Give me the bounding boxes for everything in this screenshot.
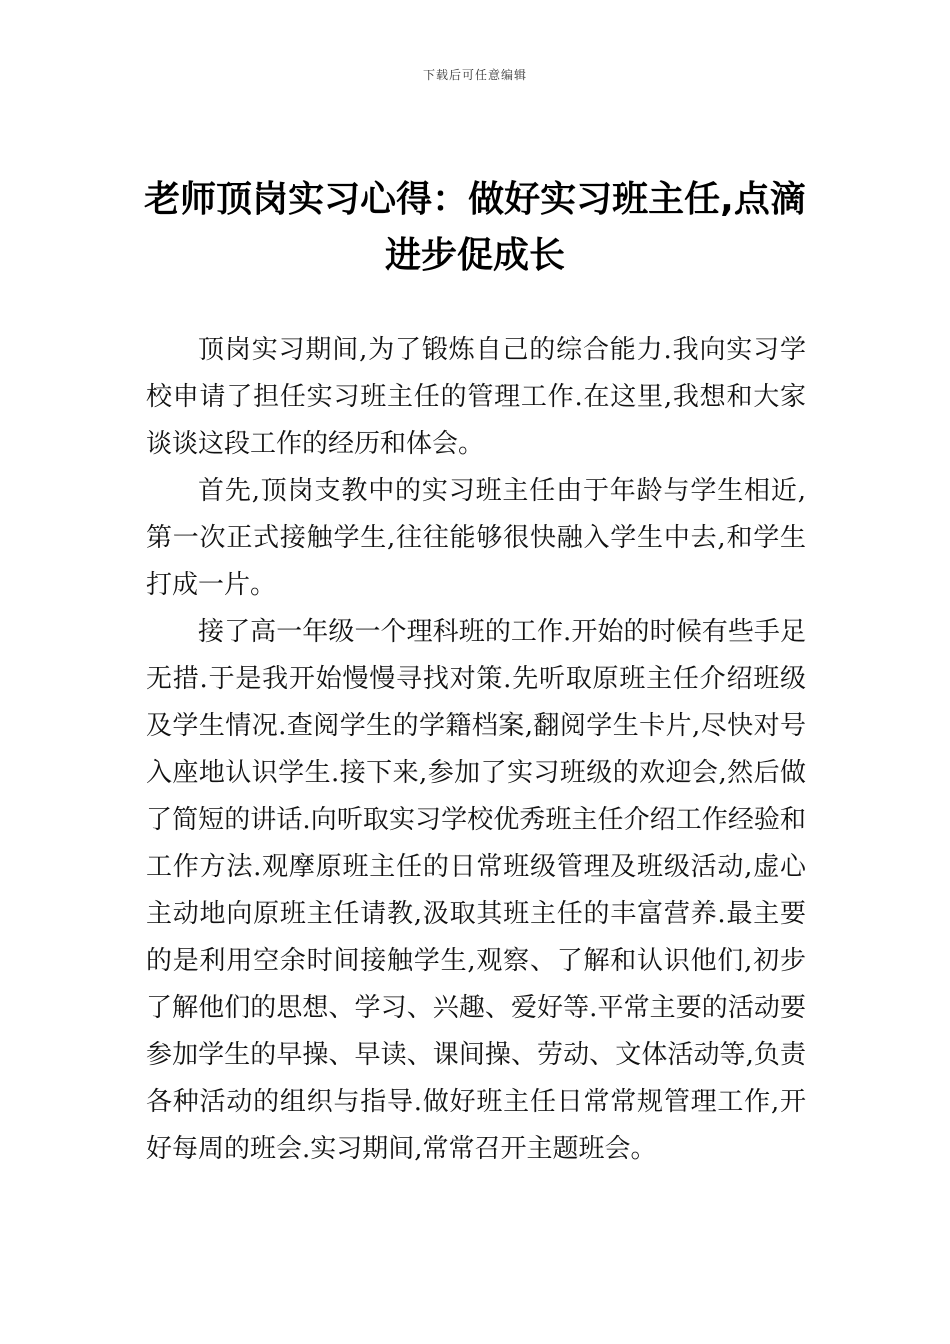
paragraph-1: 顶岗实习期间,为了锻炼自己的综合能力.我向实习学校申请了担任实习班主任的管理工作.在这里,我想和大家谈谈这段工作的经历和体会。 <box>146 335 806 459</box>
paragraph-2: 首先,顶岗支教中的实习班主任由于年龄与学生相近,第一次正式接触学生,往往能够很快融入学生中去,和学生打成一片。 <box>146 476 806 600</box>
document-body <box>146 327 806 1173</box>
header-note: 下载后可任意编辑 <box>422 68 527 82</box>
paragraph-3: 接了高一年级一个理科班的工作.开始的时候有些手足无措.于是我开始慢慢寻找对策.先听取原班主任介绍班级及学生情况.查阅学生的学籍档案,翻阅学生卡片,尽快对号入座地认识学生.接下来,参加了实习班级的欢迎会,然后做了简短的讲话.向听取实习学校优秀班主任介绍工作经验和工作方法.观摩原班主任的日常班级管理及班级活动,虚心主动地向原班主任请教,汲取其班主任的丰富营养.最主要的是利用空余时间接触学生,观察、了解和认识他们,初步了解他们的思想、学习、兴趣、爱好等.平常主要的活动要参加学生的早操、早读、课间操、劳动、文体活动等,负责各种活动的组织与指导.做好班主任日常常规管理工作,开好每周的班会.实习期间,常常召开主题班会。 <box>146 617 806 1164</box>
document-title: 老师顶岗实习心得：做好实习班主任,点滴进步促成长 <box>144 179 806 276</box>
